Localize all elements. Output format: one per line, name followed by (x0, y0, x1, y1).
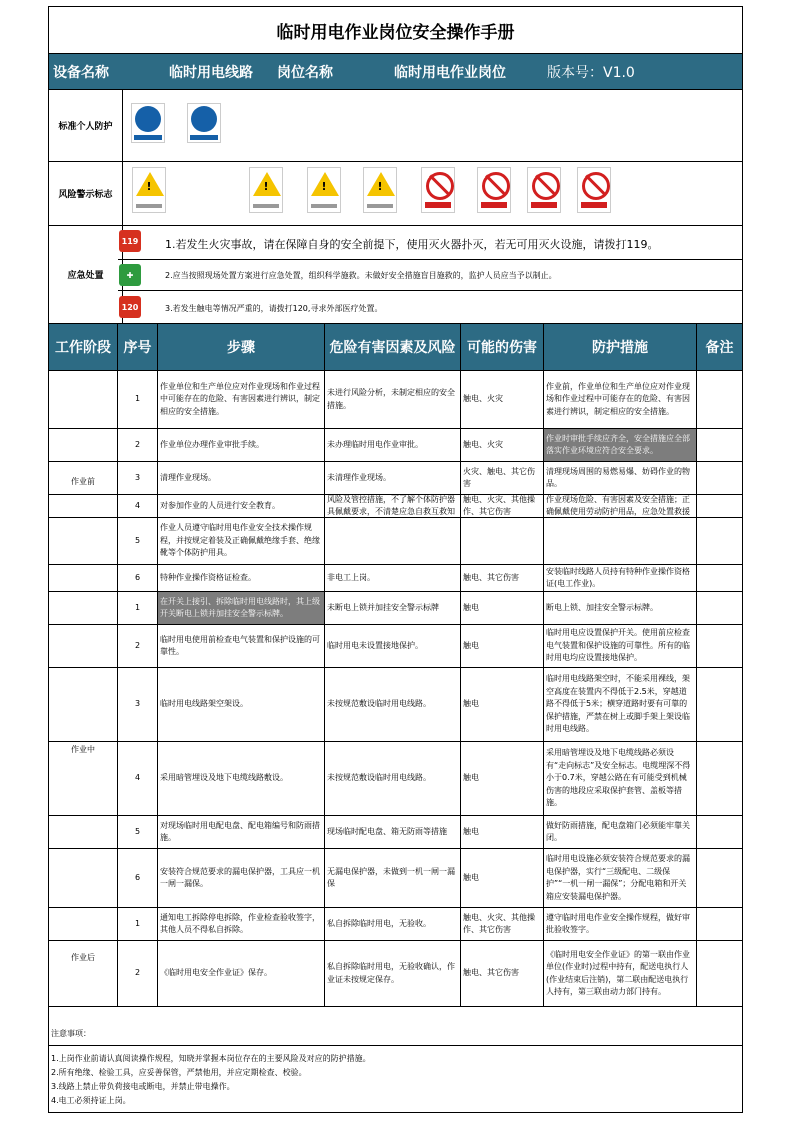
cell-step (158, 592, 325, 624)
cell-text: 未按规范敷设临时用电线路。 (327, 773, 431, 783)
cell-step (158, 668, 325, 741)
cell-step (158, 371, 325, 428)
cell-text: 临时用电线路架空架设。 (160, 699, 248, 709)
cell-text: 《临时用电安全作业证》的第一联由作业单位(作业时)过程中持有，配送电执行人(作业结束后注销)，第二联由配送电执行人持有，第三联由动力部门持有。 (546, 949, 690, 996)
cell-measure (544, 518, 697, 564)
cell-measure (544, 816, 697, 848)
page-title: 临时用电作业岗位安全操作手册 (49, 7, 742, 54)
cell-hazard (325, 908, 461, 940)
cell-step (158, 565, 325, 591)
cell-text: 触电、火灾 (463, 439, 503, 449)
cell-text: 对现场临时用电配电盘、配电箱编号和防雨措施。 (160, 820, 320, 842)
cell-remark (697, 429, 742, 461)
manual-sheet (48, 6, 743, 1113)
cell-text: 2 (134, 640, 141, 650)
cell-remark (697, 625, 742, 667)
cell-text: 触电、其它伤害 (463, 968, 519, 978)
fall-warning-icon: ! (249, 167, 283, 213)
explosion-warning-icon: ! (307, 167, 341, 213)
cell-text: 临时用电设施必须安装符合规范要求的漏电保护器，实行“三级配电、二级保护”“一机一闸一漏保”；分配电箱和开关箱应安装漏电保护器。 (546, 854, 690, 901)
cell-remark (697, 816, 742, 848)
cell-text: 1 (134, 394, 141, 404)
note-item: 1.上岗作业前请认真阅读操作规程，知晓并掌握本岗位存在的主要风险及对应的防护措施。 (51, 1054, 371, 1063)
cell-hazard (325, 849, 461, 907)
cell-remark (697, 518, 742, 564)
cell-step (158, 625, 325, 667)
equipment-value: 临时用电线路 (169, 64, 253, 81)
cell-text: 私自拆除临时用电，无验收。 (327, 918, 431, 928)
cell-measure (544, 742, 697, 815)
cell-measure (544, 668, 697, 741)
table-header (49, 324, 742, 371)
cell-text: 在开关上接引、拆除临时用电线路时，其上级开关断电上锁并加挂安全警示标牌。 (160, 596, 320, 618)
cell-text: 触电 (463, 872, 479, 882)
col-hazard: 危险有害因素及风险 (325, 324, 461, 370)
cell-text: 作业时审批手续应齐全，安全措施应全部落实作业环境应符合安全要求。 (546, 433, 690, 455)
emergency-item-3: 3.若发生触电等情况严重的，请拨打120,寻求外部医疗处置。 (165, 304, 383, 313)
cell-text: 6 (134, 872, 141, 882)
cell-step (158, 462, 325, 494)
cell-hazard (325, 816, 461, 848)
cell-no (118, 849, 158, 907)
cell-text: 1 (134, 918, 141, 928)
cell-text: 作业单位办理作业审批手续。 (160, 439, 264, 449)
cell-text: 未进行风险分析，未制定相应的安全措施。 (327, 388, 455, 410)
cell-harm (461, 668, 544, 741)
cell-text: 未清理作业现场。 (327, 472, 391, 482)
version-label: 版本号：V1.0 (547, 64, 635, 81)
cell-step (158, 908, 325, 940)
cell-text: 触电、火灾、其他操作、其它伤害 (463, 495, 535, 516)
cell-text: 触电、其它伤害 (463, 572, 519, 582)
cell-text: 私自拆除临时用电，无验收确认，作业证未按规定保存。 (327, 962, 455, 984)
cell-hazard (325, 462, 461, 494)
cell-measure (544, 429, 697, 461)
cell-text: 现场临时配电盘、箱无防雨等措施 (327, 826, 447, 836)
cell-text: 触电 (463, 602, 479, 612)
ambulance-120-icon: 120 (119, 296, 141, 318)
phase-cell: 作业后 (49, 908, 118, 1007)
cell-text: 作业现场危险、有害因素及安全措施；正确佩戴使用劳动防护用品，应急处置救援 (546, 495, 690, 516)
cell-text: 临时用电线路架空时，不能采用裸线，架空高度在装置内不得低于2.5米，穿越道路不得低于5米；横穿道路时要有可靠的保护措施，严禁在树上或脚手架上架设临时用电线路。 (546, 674, 690, 734)
cell-measure (544, 592, 697, 624)
cell-no (118, 518, 158, 564)
cell-text: 未办理临时用电作业审批。 (327, 439, 423, 449)
cell-text: 安装符合规范要求的漏电保护器，工具应一机一闸一漏保。 (160, 866, 320, 888)
table-row (49, 625, 742, 668)
cell-text: 触电、火灾、其他操作、其它伤害 (463, 912, 535, 934)
note-item: 2.所有绝缘、检验工具，应妥善保管，严禁他用，并应定期检查、校验。 (51, 1068, 307, 1077)
cell-text: 作业单位和生产单位应对作业现场和作业过程中可能存在的危险、有害因素进行辨识，制定相应的安全措施。 (160, 381, 320, 416)
cell-harm (461, 371, 544, 428)
no-operation-icon (577, 167, 611, 213)
cell-harm (461, 565, 544, 591)
cell-text: 《临时用电安全作业证》保存。 (160, 968, 272, 978)
table-row (49, 908, 742, 941)
cell-text: 通知电工拆除停电拆除，作业检查验收签字，其他人员不得私自拆除。 (160, 912, 320, 934)
cell-no (118, 908, 158, 940)
cell-hazard (325, 429, 461, 461)
cell-text: 清理作业现场。 (160, 472, 216, 482)
cell-hazard (325, 371, 461, 428)
cell-no (118, 592, 158, 624)
cell-hazard (325, 592, 461, 624)
cell-remark (697, 462, 742, 494)
table-row (49, 565, 742, 592)
cell-text: 作业人员遵守临时用电作业安全技术操作规程，并按规定着装及正确佩戴绝缘手套、绝缘靴等个体防护用具。 (160, 523, 320, 558)
cell-hazard (325, 941, 461, 1006)
post-label: 岗位名称 (277, 64, 333, 81)
cell-harm (461, 941, 544, 1006)
col-step: 步骤 (158, 324, 325, 370)
cell-step (158, 742, 325, 815)
cell-remark (697, 849, 742, 907)
emergency-row (49, 226, 742, 324)
cell-measure (544, 908, 697, 940)
cell-text: 临时用电使用前检查电气装置和保护设施的可靠性。 (160, 634, 320, 656)
cell-text: 触电 (463, 699, 479, 709)
col-no: 序号 (118, 324, 158, 370)
cell-harm (461, 849, 544, 907)
cell-text: 2 (134, 968, 141, 978)
phase-cell: 作业中 (49, 592, 118, 908)
note-item: 3.线路上禁止带负荷接电或断电，并禁止带电操作。 (51, 1082, 235, 1091)
cell-text: 4 (134, 773, 141, 783)
cell-step (158, 429, 325, 461)
cell-text: 触电 (463, 640, 479, 650)
emergency-item-1: 1.若发生火灾事故，请在保障自身的安全前提下，使用灭火器扑灭，若无可用灭火设施，请拨打119。 (165, 238, 659, 251)
table-row (49, 592, 742, 625)
cell-measure (544, 495, 697, 517)
cell-harm (461, 816, 544, 848)
table-row (49, 742, 742, 816)
col-phase: 工作阶段 (49, 324, 118, 370)
cell-step (158, 816, 325, 848)
cell-remark (697, 668, 742, 741)
cell-text: 6 (134, 572, 141, 582)
table-row (49, 668, 742, 742)
note-item: 4.电工必须持证上岗。 (51, 1096, 131, 1105)
cell-no (118, 462, 158, 494)
cell-step (158, 849, 325, 907)
cell-no (118, 429, 158, 461)
cell-harm (461, 429, 544, 461)
emergency-label: 应急处置 (49, 226, 123, 323)
cell-hazard (325, 495, 461, 517)
cell-harm (461, 495, 544, 517)
cell-text: 安装临时线路人员持有特种作业操作资格证(电工作业)。 (546, 566, 690, 588)
cell-harm (461, 462, 544, 494)
notes-title-row (49, 1020, 742, 1046)
cell-no (118, 742, 158, 815)
cell-hazard (325, 742, 461, 815)
fire-119-icon: 119 (119, 230, 141, 252)
cell-no (118, 941, 158, 1006)
cell-step (158, 941, 325, 1006)
col-measure: 防护措施 (544, 324, 697, 370)
table-row (49, 429, 742, 462)
cell-text: 临时用电未设置接地保护。 (327, 640, 423, 650)
cell-remark (697, 565, 742, 591)
cell-measure (544, 849, 697, 907)
cell-measure (544, 941, 697, 1006)
table-row (49, 495, 742, 518)
cell-harm (461, 742, 544, 815)
emergency-item-2: 2.应当按照现场处置方案进行应急处置，组织科学施救。未做好安全措施盲目施救的，监护人员应当予以制止。 (165, 271, 557, 280)
phase-cell: 作业前 (49, 371, 118, 592)
cell-text: 遵守临时用电作业安全操作规程，做好审批验收签字。 (546, 912, 690, 934)
cell-no (118, 625, 158, 667)
cell-text: 断电上锁、加挂安全警示标牌。 (546, 602, 658, 612)
general-warning-icon: ! (363, 167, 397, 213)
ppe-row (49, 90, 742, 162)
post-value: 临时用电作业岗位 (394, 64, 506, 81)
cell-text: 采用暗管埋设及地下电缆线路敷设。 (160, 773, 288, 783)
cell-harm (461, 518, 544, 564)
cell-remark (697, 742, 742, 815)
cell-text: 非电工上岗。 (327, 572, 375, 582)
cell-harm (461, 908, 544, 940)
no-smoking-icon (527, 167, 561, 213)
table-row (49, 816, 742, 849)
cell-text: 未按规范敷设临时用电线路。 (327, 699, 431, 709)
risk-signs-label: 风险警示标志 (49, 162, 123, 225)
cell-text: 触电 (463, 773, 479, 783)
work-clothes-icon (187, 103, 221, 143)
cell-text: 做好防雨措施，配电盘箱门必须能牢靠关闭。 (546, 820, 690, 842)
table-row (49, 371, 742, 429)
cell-remark (697, 495, 742, 517)
cell-text: 5 (134, 826, 141, 836)
cell-harm (461, 592, 544, 624)
cell-hazard (325, 518, 461, 564)
cell-text: 无漏电保护器，未做到一机一闸一漏保 (327, 866, 455, 888)
cell-harm (461, 625, 544, 667)
cell-text: 采用暗管埋设及地下电缆线路必须设有“走向标志”及安全标志。电缆埋深不得小于0.7米，穿越公路在有可能受到机械伤害的地段应采取保护套管、盖板等措施。 (546, 748, 691, 808)
equipment-label: 设备名称 (53, 64, 109, 81)
cell-measure (544, 462, 697, 494)
cell-no (118, 668, 158, 741)
cell-text: 特种作业操作资格证检查。 (160, 572, 256, 582)
no-climbing-icon (477, 167, 511, 213)
cell-text: 5 (134, 535, 141, 545)
cell-hazard (325, 565, 461, 591)
cell-text: 清理现场周围的易燃易爆、妨碍作业的物品。 (546, 466, 690, 488)
cell-text: 3 (134, 472, 141, 482)
cell-text: 火灾、触电、其它伤害 (463, 466, 535, 488)
table-row (49, 849, 742, 908)
cell-hazard (325, 625, 461, 667)
slip-warning-icon: ! (132, 167, 166, 213)
cell-text: 对参加作业的人员进行安全教育。 (160, 500, 280, 510)
cell-text: 触电 (463, 826, 479, 836)
info-bar (49, 54, 742, 90)
hard-hat-icon (131, 103, 165, 143)
cell-remark (697, 908, 742, 940)
cell-measure (544, 625, 697, 667)
cell-text: 触电、火灾 (463, 394, 503, 404)
cell-step (158, 518, 325, 564)
cell-no (118, 565, 158, 591)
table-row (49, 462, 742, 495)
cell-no (118, 816, 158, 848)
no-fire-icon (421, 167, 455, 213)
risk-signs-row (49, 162, 742, 226)
table-row (49, 518, 742, 565)
cell-text: 4 (134, 500, 141, 510)
cell-text: 作业前，作业单位和生产单位应对作业现场和作业过程中可能存在的危险、有害因素进行辨识，制定相应的安全措施。 (546, 381, 690, 416)
cell-no (118, 371, 158, 428)
cell-remark (697, 592, 742, 624)
col-remark: 备注 (705, 340, 734, 356)
cell-text: 1 (134, 602, 141, 612)
col-harm: 可能的伤害 (461, 324, 544, 370)
cell-hazard (325, 668, 461, 741)
cell-no (118, 495, 158, 517)
cell-text: 3 (134, 699, 141, 709)
cell-step (158, 495, 325, 517)
table-row (49, 941, 742, 1007)
cell-text: 临时用电应设置保护开关。使用前应检查电气装置和保护设施的可靠性。所有的临时用电均应设置接地保护。 (546, 628, 690, 663)
ppe-label: 标准个人防护 (49, 90, 123, 161)
cell-text: 未断电上锁并加挂安全警示标牌 (327, 602, 439, 612)
cell-measure (544, 371, 697, 428)
cell-remark (697, 371, 742, 428)
first-aid-icon: ✚ (119, 264, 141, 286)
cell-measure (544, 565, 697, 591)
notes-title: 注意事项： (51, 1029, 91, 1038)
cell-text: 2 (134, 439, 141, 449)
cell-remark (697, 941, 742, 1006)
cell-text: 风险及管控措施，不了解个体防护器具佩戴要求，不清楚应急自救互救知 (327, 495, 455, 516)
